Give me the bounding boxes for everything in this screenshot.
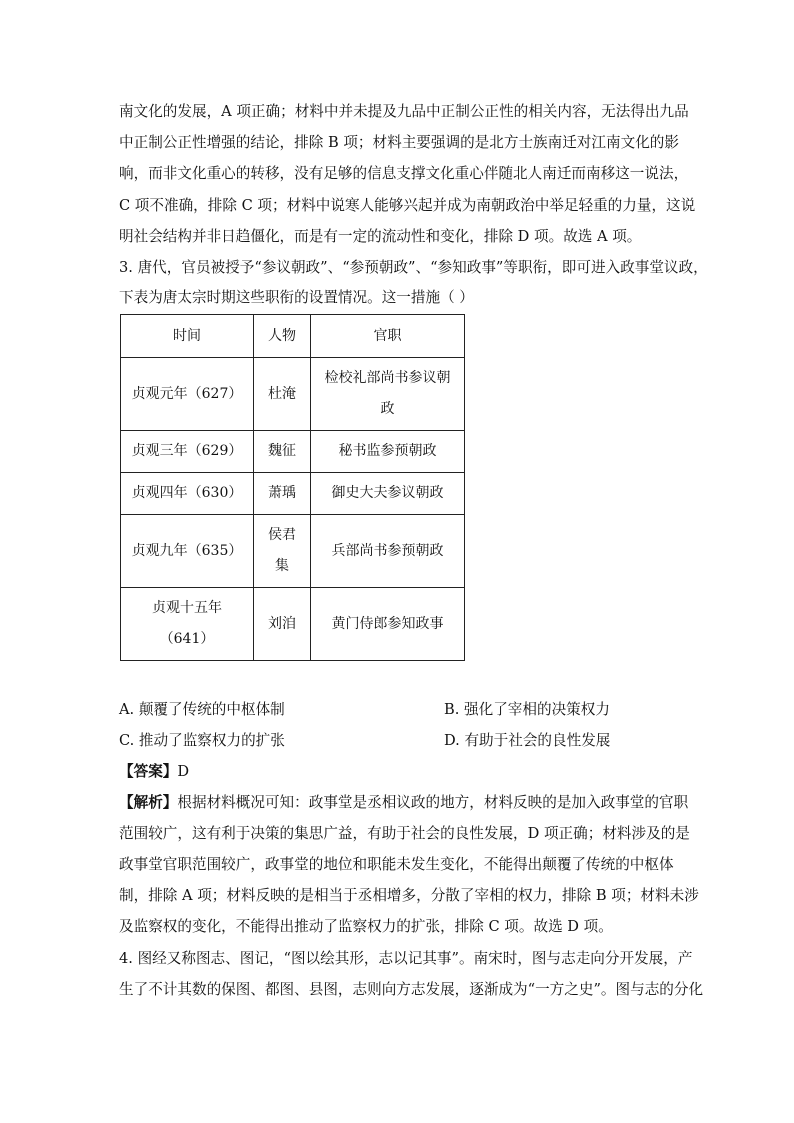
- time-cell: 贞观十五年 （641）: [121, 588, 254, 661]
- post-cell: 兵部尚书参预朝政: [311, 515, 465, 588]
- analysis-line: 制，排除 A 项；材料反映的是相当于丞相增多，分散了宰相的权力，排除 B 项；材料未涉: [119, 887, 699, 904]
- option-d: D. 有助于社会的良性发展: [444, 732, 611, 749]
- answer-line: [119, 762, 189, 782]
- time-cell: 贞观四年（630）: [121, 473, 254, 515]
- official-posts-table: [120, 314, 465, 661]
- header-post: 官职: [311, 315, 465, 358]
- prev-analysis-line: 中正制公正性增强的结论，排除 B 项；材料主要强调的是北方士族南迁对江南文化的影: [119, 134, 679, 151]
- prev-analysis-line: C 项不准确，排除 C 项；材料中说寒人能够兴起并成为南朝政治中举足轻重的力量，这说: [119, 197, 696, 214]
- option-b: B. 强化了宰相的决策权力: [444, 701, 610, 718]
- person-cell: 萧瑀: [254, 473, 311, 515]
- analysis-text: 根据材料概况可知：政事堂是丞相议政的地方，材料反映的是加入政事堂的官职: [177, 794, 689, 811]
- post-cell: 黄门侍郎参知政事: [311, 588, 465, 661]
- person-cell: 刘洎: [254, 588, 311, 661]
- post-cell: 秘书监参预朝政: [311, 431, 465, 473]
- post-cell: 检校礼部尚书参议朝 政: [311, 358, 465, 431]
- q3-stem-line: 3. 唐代，官员被授予“参议朝政”、“参预朝政”、“参知政事”等职衔，即可进入政事堂议政，: [119, 259, 708, 276]
- person-cell: 魏征: [254, 431, 311, 473]
- table-row: [121, 588, 465, 661]
- table-header-row: [121, 315, 465, 358]
- time-cell: 贞观三年（629）: [121, 431, 254, 473]
- person-cell: 侯君 集: [254, 515, 311, 588]
- post-cell: 御史大夫参议朝政: [311, 473, 465, 515]
- table-row: [121, 431, 465, 473]
- prev-analysis-line: 南文化的发展，A 项正确；材料中并未提及九品中正制公正性的相关内容，无法得出九品: [119, 103, 689, 120]
- answer-value: D: [177, 763, 190, 780]
- header-time: 时间: [121, 315, 254, 358]
- time-cell: 贞观元年（627）: [121, 358, 254, 431]
- analysis-line: 范围较广，这有利于决策的集思广益，有助于社会的良性发展，D 项正确；材料涉及的是: [119, 825, 690, 842]
- person-cell: 杜淹: [254, 358, 311, 431]
- q4-stem-line: 4. 图经又称图志、图记，“图以绘其形，志以记其事”。南宋时，图与志走向分开发展，产: [119, 950, 693, 967]
- analysis-line: 及监察权的变化，不能得出推动了监察权力的扩张，排除 C 项。故选 D 项。: [119, 918, 613, 935]
- prev-analysis-line: 响，而非文化重心的转移，没有足够的信息支撑文化重心伴随北人南迁而南移这一说法，: [119, 165, 689, 182]
- analysis-tag: 【解析】: [119, 794, 178, 811]
- prev-analysis-line: 明社会结构并非日趋僵化，而是有一定的流动性和变化，排除 D 项。故选 A 项。: [119, 228, 642, 245]
- option-a: A. 颠覆了传统的中枢体制: [119, 701, 285, 718]
- table-row: [121, 515, 465, 588]
- time-cell: 贞观九年（635）: [121, 515, 254, 588]
- answer-tag: 【答案】: [119, 763, 178, 780]
- header-person: 人物: [254, 315, 311, 358]
- analysis-line: [119, 793, 688, 813]
- option-c: C. 推动了监察权力的扩张: [119, 732, 285, 749]
- q3-stem-line: 下表为唐太宗时期这些职衔的设置情况。这一措施（ ）: [119, 289, 474, 306]
- table-row: [121, 358, 465, 431]
- table-row: [121, 473, 465, 515]
- analysis-line: 政事堂官职范围较广，政事堂的地位和职能未发生变化，不能得出颠覆了传统的中枢体: [119, 856, 674, 873]
- q4-stem-line: 生了不计其数的保图、都图、县图，志则向方志发展，逐渐成为“一方之史”。图与志的分化: [119, 981, 704, 998]
